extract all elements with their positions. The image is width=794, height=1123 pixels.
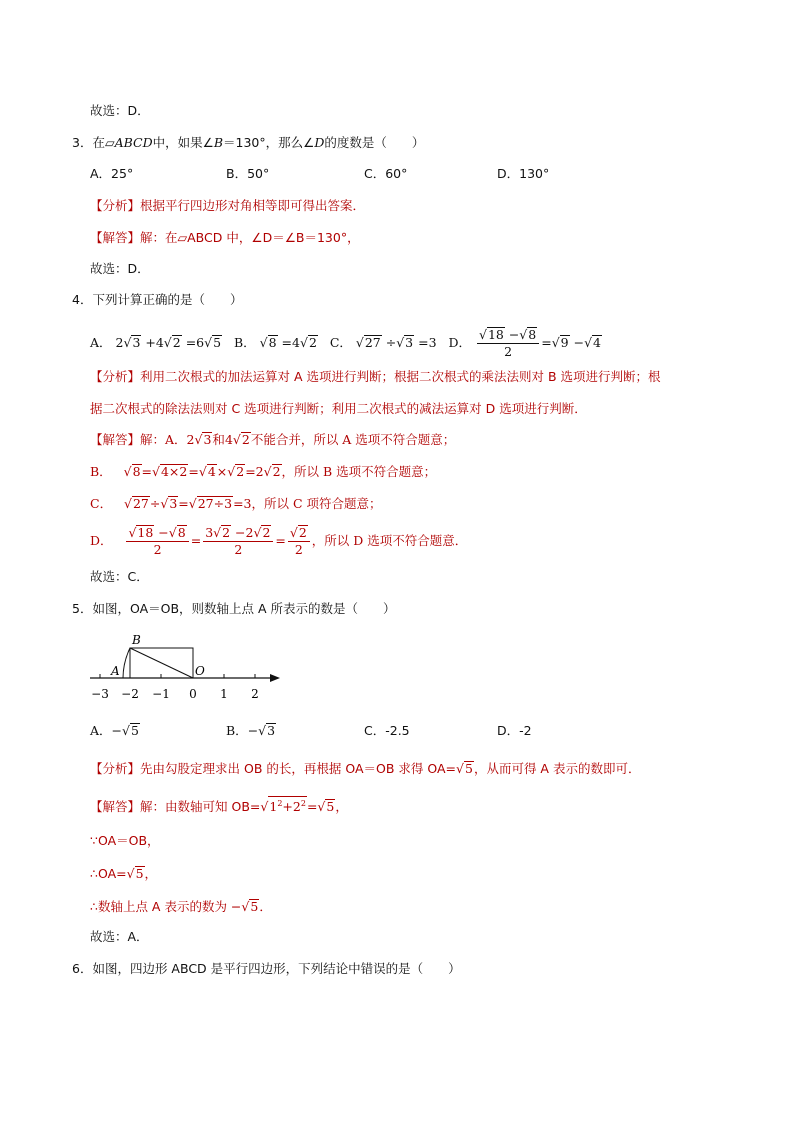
tick-label-2: 2 bbox=[251, 687, 259, 701]
label-point-o: O bbox=[195, 664, 205, 678]
q5-solution-line3: ∴OA=√5， bbox=[90, 866, 158, 881]
q3-stem-d: 的度数是（ ） bbox=[324, 135, 425, 150]
q4-sol-a-post: 不能合并，所以 A 选项不符合题意； bbox=[250, 432, 456, 447]
q4-stem bbox=[72, 290, 242, 310]
q5-sol-l3-pre: ∴OA= bbox=[90, 866, 127, 881]
q4-solution-tag: 【解答】 bbox=[90, 432, 141, 447]
q3-answer: 故选：D． bbox=[90, 261, 150, 276]
q4-solution-a bbox=[90, 430, 455, 450]
q5-sol-l4-pre: ∴数轴上点 A 表示的数为 − bbox=[90, 899, 242, 914]
q3-angle-d: D bbox=[314, 135, 325, 150]
q4-sol-a-expr2: 4√2 bbox=[224, 432, 250, 447]
q2-answer: 故选：D． bbox=[90, 103, 150, 118]
q6-number: 6． bbox=[72, 961, 93, 976]
q4-solution-c bbox=[90, 494, 382, 514]
q4-sol-a-expr1: 2√3 bbox=[186, 432, 212, 447]
q4-option-b-expr: √8 =4√2 bbox=[259, 335, 317, 350]
q4-analysis-text1: 利用二次根式的加法运算对 A 选项进行判断；根据二次根式的乘法法则对 B 选项进行判断；根 bbox=[140, 369, 661, 384]
q4-solution-d bbox=[90, 522, 467, 560]
q4-sol-a-pre: 解：A． bbox=[140, 432, 187, 447]
q5-solution-tag: 【解答】 bbox=[90, 799, 141, 815]
q4-options-row bbox=[90, 327, 602, 360]
q4-stem-text: 下列计算正确的是（ ） bbox=[92, 292, 243, 307]
q6-stem-text: 如图，四边形 ABCD 是平行四边形，下列结论中错误的是（ ） bbox=[92, 961, 461, 976]
q3-solution-tag: 【解答】 bbox=[90, 230, 141, 245]
q5-option-b: B．−√3 bbox=[226, 723, 276, 738]
q3-option-a: A．25° bbox=[90, 166, 134, 181]
q4-sol-b-post: ，所以 B 选项不符合题意； bbox=[281, 464, 437, 479]
q4-sol-b-label: B． bbox=[90, 464, 112, 479]
q5-option-c: C．-2.5 bbox=[364, 723, 410, 738]
q5-analysis-pre: 先由勾股定理求出 OB 的长，再根据 OA＝OB 求得 OA= bbox=[140, 761, 457, 776]
label-point-b: B bbox=[132, 633, 141, 647]
q5-sol-l1-expr: $√1^2+2^2=√5$， bbox=[260, 799, 347, 814]
q4-sol-c-label: C． bbox=[90, 496, 113, 511]
q3-option-d: D．130° bbox=[497, 166, 550, 181]
q4-analysis-line2: 据二次根式的除法法则对 C 选项进行判断；利用二次根式的减法运算对 D 选项进行判断． bbox=[90, 401, 587, 416]
q5-solution-line2: ∵OA＝OB， bbox=[90, 833, 160, 848]
q5-solution-line1 bbox=[90, 796, 348, 817]
q5-option-a: A．−√5 bbox=[90, 723, 139, 738]
label-point-a: A bbox=[111, 664, 120, 678]
q3-option-b: B．50° bbox=[226, 166, 270, 181]
q4-option-c-expr: √27 ÷√3 =3 bbox=[355, 335, 437, 350]
q4-analysis-tag: 【分析】 bbox=[90, 369, 141, 384]
q3-analysis-text: 根据平行四边形对角相等即可得出答案． bbox=[140, 198, 366, 213]
q5-answer: 故选：A． bbox=[90, 929, 149, 944]
q4-option-a-label: A． bbox=[90, 335, 112, 350]
q3-stem-c: ＝130°，那么∠ bbox=[223, 135, 315, 150]
q4-solution-b bbox=[90, 462, 436, 482]
tick-label-neg2: −2 bbox=[121, 687, 139, 701]
q4-sol-d-expr: $\frac{√18 -√8}{2}$ = $\frac{3√2 -2√2}{2}$ = $\frac{√2}{2}$ bbox=[124, 533, 311, 548]
q4-answer: 故选：C． bbox=[90, 569, 149, 584]
q5-number: 5． bbox=[72, 601, 93, 616]
q3-solution bbox=[90, 228, 360, 248]
q3-stem-a: 在 bbox=[92, 135, 105, 150]
q4-sol-b-expr: √8=√4×2=√4×√2=2√2 bbox=[123, 464, 281, 479]
q4-sol-a-mid: 和 bbox=[212, 432, 225, 447]
q3-analysis-tag: 【分析】 bbox=[90, 198, 141, 213]
q5-analysis-tag: 【分析】 bbox=[90, 761, 141, 776]
q4-sol-d-label: D． bbox=[90, 533, 113, 548]
tick-label-neg3: −3 bbox=[91, 687, 109, 701]
q5-option-b-label: B． bbox=[226, 723, 248, 738]
q4-sol-d-post: ，所以 D 选项不符合题意． bbox=[311, 533, 468, 548]
q4-option-a-expr: 2√3 +4√2 =6√5 bbox=[115, 335, 222, 350]
q5-option-d: D．-2 bbox=[497, 723, 532, 738]
q5-stem bbox=[72, 599, 396, 619]
q4-option-d-expr: $\frac{√18 -√8}{2}$ =√9 −√4 bbox=[478, 327, 601, 359]
q4-sol-c-expr: √27÷√3=√27÷3=3 bbox=[124, 496, 252, 511]
q5-stem-text: 如图，OA＝OB，则数轴上点 A 所表示的数是（ ） bbox=[92, 601, 396, 616]
q4-number: 4． bbox=[72, 292, 93, 307]
tick-label-1: 1 bbox=[220, 687, 228, 701]
q5-solution-line4: ∴数轴上点 A 表示的数为 −√5． bbox=[90, 899, 272, 914]
axis-arrow bbox=[270, 674, 280, 682]
segment-ob bbox=[130, 648, 193, 678]
q4-option-b-label: B． bbox=[233, 335, 256, 350]
q5-option-a-label: A． bbox=[90, 723, 112, 738]
q3-number: 3． bbox=[72, 135, 93, 150]
q5-sol-l1-pre: 解：由数轴可知 OB= bbox=[140, 799, 261, 815]
q4-option-c-label: C． bbox=[329, 335, 352, 350]
q3-analysis bbox=[90, 196, 365, 216]
number-line-figure bbox=[86, 630, 286, 704]
q4-sol-c-post: ，所以 C 项符合题意； bbox=[251, 496, 382, 511]
q4-option-d-label: D． bbox=[448, 335, 471, 350]
q5-analysis: 【分析】先由勾股定理求出 OB 的长，再根据 OA＝OB 求得 OA=√5，从而可得 A 表示的数即可． bbox=[90, 761, 641, 776]
arc-ba bbox=[123, 648, 130, 678]
q6-stem bbox=[72, 959, 461, 979]
q3-shape: ▱ABCD bbox=[104, 135, 153, 150]
q4-analysis-line1 bbox=[90, 367, 661, 387]
tick-label-neg1: −1 bbox=[152, 687, 170, 701]
q5-analysis-post: ，从而可得 A 表示的数即可． bbox=[473, 761, 641, 776]
q3-solution-text: 解：在▱ABCD 中，∠D＝∠B＝130°， bbox=[140, 230, 360, 245]
q3-stem bbox=[72, 133, 424, 153]
q3-angle-b: B bbox=[213, 135, 224, 150]
tick-label-0: 0 bbox=[189, 687, 197, 701]
q3-option-c: C．60° bbox=[364, 166, 408, 181]
q3-stem-b: 中，如果∠ bbox=[152, 135, 214, 150]
